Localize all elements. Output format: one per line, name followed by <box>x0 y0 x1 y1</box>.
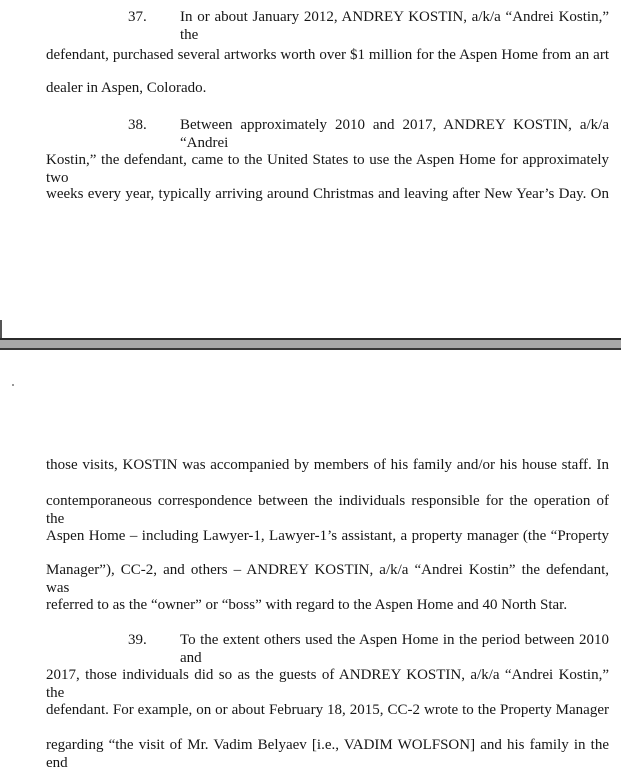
scan-speck <box>12 384 14 386</box>
para-37-number: 37. <box>128 9 147 25</box>
para-39-line-3: defendant. For example, on or about February 18, 2015, CC-2 wrote to the Property Manager <box>46 702 609 718</box>
para-38-cont-line-4: Manager”), CC-2, and others – ANDREY KOSTIN, a/k/a “Andrei Kostin” the defendant, was <box>46 562 609 596</box>
page-bottom <box>0 350 621 771</box>
para-39-first-line <box>128 631 609 666</box>
para-38-first-line <box>128 116 609 151</box>
page-separator <box>0 338 621 350</box>
para-38-line-3: weeks every year, typically arriving around Christmas and leaving after New Year’s Day. On <box>46 186 609 202</box>
para-38-cont-line-5: referred to as the “owner” or “boss” with regard to the Aspen Home and 40 North Star. <box>46 597 568 613</box>
para-39-line-4: regarding “the visit of Mr. Vadim Belyaev [i.e., VADIM WOLFSON] and his family in the end <box>46 737 609 771</box>
para-38-cont-line-3: Aspen Home – including Lawyer-1, Lawyer-1’s assistant, a property manager (the “Property <box>46 528 609 544</box>
para-38-line-1: Between approximately 2010 and 2017, ANDREY KOSTIN, a/k/a “Andrei <box>180 117 609 151</box>
para-39-line-1: To the extent others used the Aspen Home in the period between 2010 and <box>180 632 609 666</box>
para-38-cont-line-1: those visits, KOSTIN was accompanied by members of his family and/or his house staff. In <box>46 457 609 473</box>
para-38-line-2: Kostin,” the defendant, came to the United States to use the Aspen Home for approximately two <box>46 152 609 186</box>
para-38-number: 38. <box>128 117 147 133</box>
page-edge-mark <box>0 320 2 338</box>
para-37-line-3: dealer in Aspen, Colorado. <box>46 80 207 96</box>
para-39-number: 39. <box>128 632 147 648</box>
para-39-line-2: 2017, those individuals did so as the guests of ANDREY KOSTIN, a/k/a “Andrei Kostin,” the <box>46 667 609 701</box>
para-38-cont-line-2: contemporaneous correspondence between the individuals responsible for the operation of the <box>46 493 609 527</box>
para-37-first-line <box>128 8 609 43</box>
page-top <box>0 0 621 338</box>
para-37-line-1: In or about January 2012, ANDREY KOSTIN, a/k/a “Andrei Kostin,” the <box>180 9 609 43</box>
para-37-line-2: defendant, purchased several artworks worth over $1 million for the Aspen Home from an art <box>46 47 609 63</box>
